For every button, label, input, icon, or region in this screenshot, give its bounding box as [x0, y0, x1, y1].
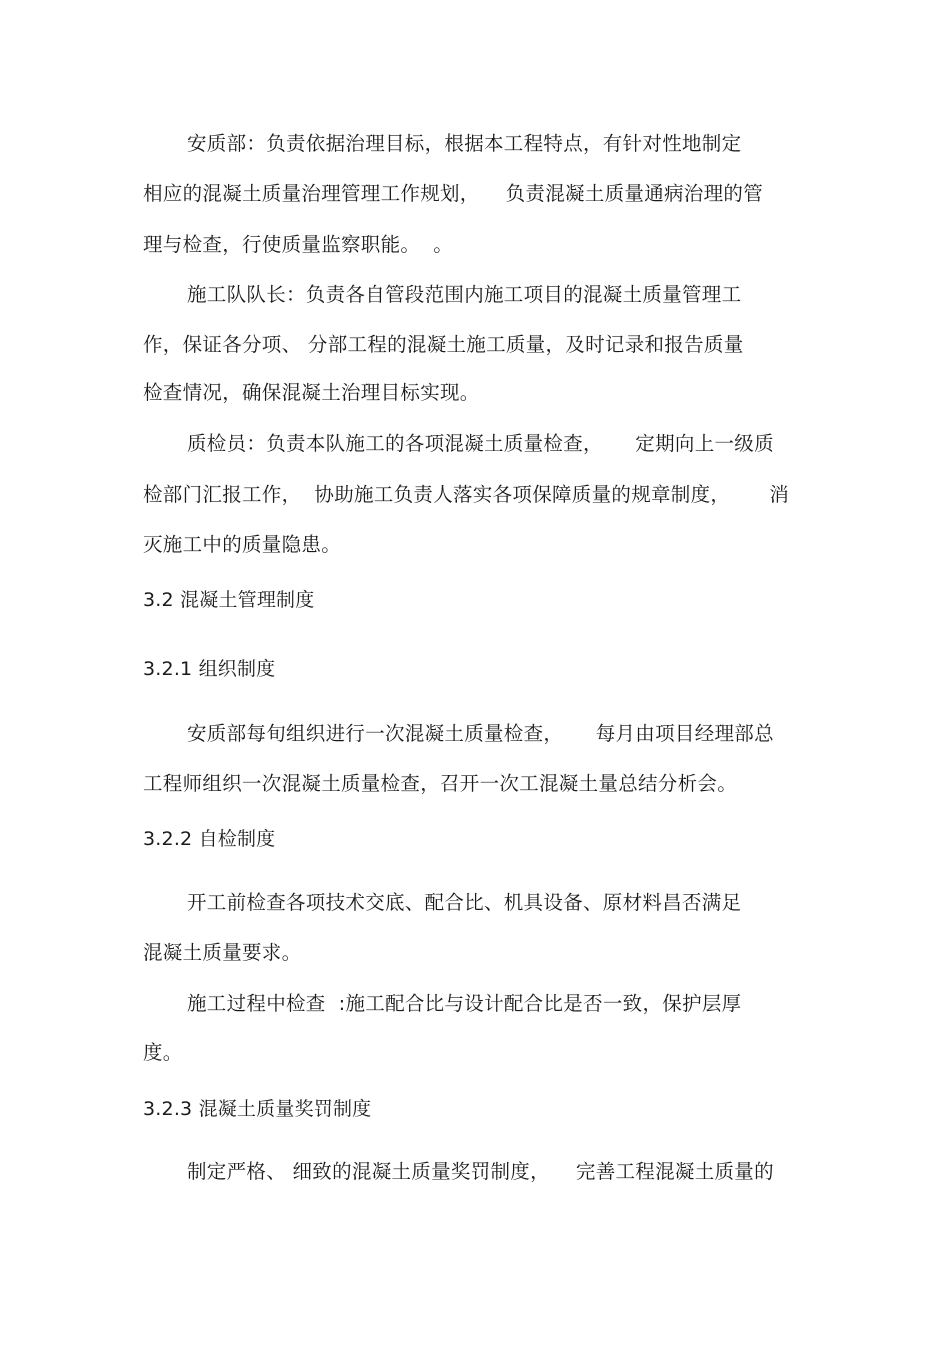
subsection-heading: 3.2.2 自检制度	[143, 828, 276, 850]
paragraph-line: 施工队队长：负责各自管段范围内施工项目的混凝土质量管理工	[187, 283, 742, 306]
paragraph-line: 灭施工中的质量隐患。	[143, 533, 342, 556]
paragraph-line: 度。	[143, 1041, 183, 1064]
section-heading: 3.2 混凝土管理制度	[143, 589, 315, 611]
paragraph-line: 安质部每旬组织进行一次混凝土质量检查， 每月由项目经理部总	[187, 722, 774, 745]
subsection-heading: 3.2.1 组织制度	[143, 658, 276, 680]
paragraph-line: 作，保证各分项、 分部工程的混凝土施工质量，及时记录和报告质量	[143, 333, 744, 356]
paragraph-line: 检查情况，确保混凝土治理目标实现。	[143, 381, 480, 404]
paragraph-line: 工程师组织一次混凝土质量检查，召开一次工混凝土量总结分析会。	[143, 772, 738, 795]
paragraph-line: 相应的混凝土质量治理管理工作规划， 负责混凝土质量通病治理的管	[143, 182, 763, 205]
paragraph-line: 开工前检查各项技术交底、配合比、机具设备、原材料昌否满足	[187, 891, 742, 914]
paragraph-line: 制定严格、 细致的混凝土质量奖罚制度， 完善工程混凝土质量的	[187, 1160, 774, 1183]
paragraph-line: 质检员：负责本队施工的各项混凝土质量检查， 定期向上一级质	[187, 432, 774, 455]
paragraph-line: 混凝土质量要求。	[143, 941, 302, 964]
subsection-heading: 3.2.3 混凝土质量奖罚制度	[143, 1098, 372, 1120]
paragraph-line: 理与检查，行使质量监察职能。 。	[143, 233, 453, 256]
paragraph-line: 检部门汇报工作， 协助施工负责人落实各项保障质量的规章制度， 消	[143, 483, 789, 506]
paragraph-line: 施工过程中检查 :施工配合比与设计配合比是否一致，保护层厚	[187, 992, 742, 1015]
paragraph-line: 安质部：负责依据治理目标，根据本工程特点，有针对性地制定	[187, 132, 742, 155]
